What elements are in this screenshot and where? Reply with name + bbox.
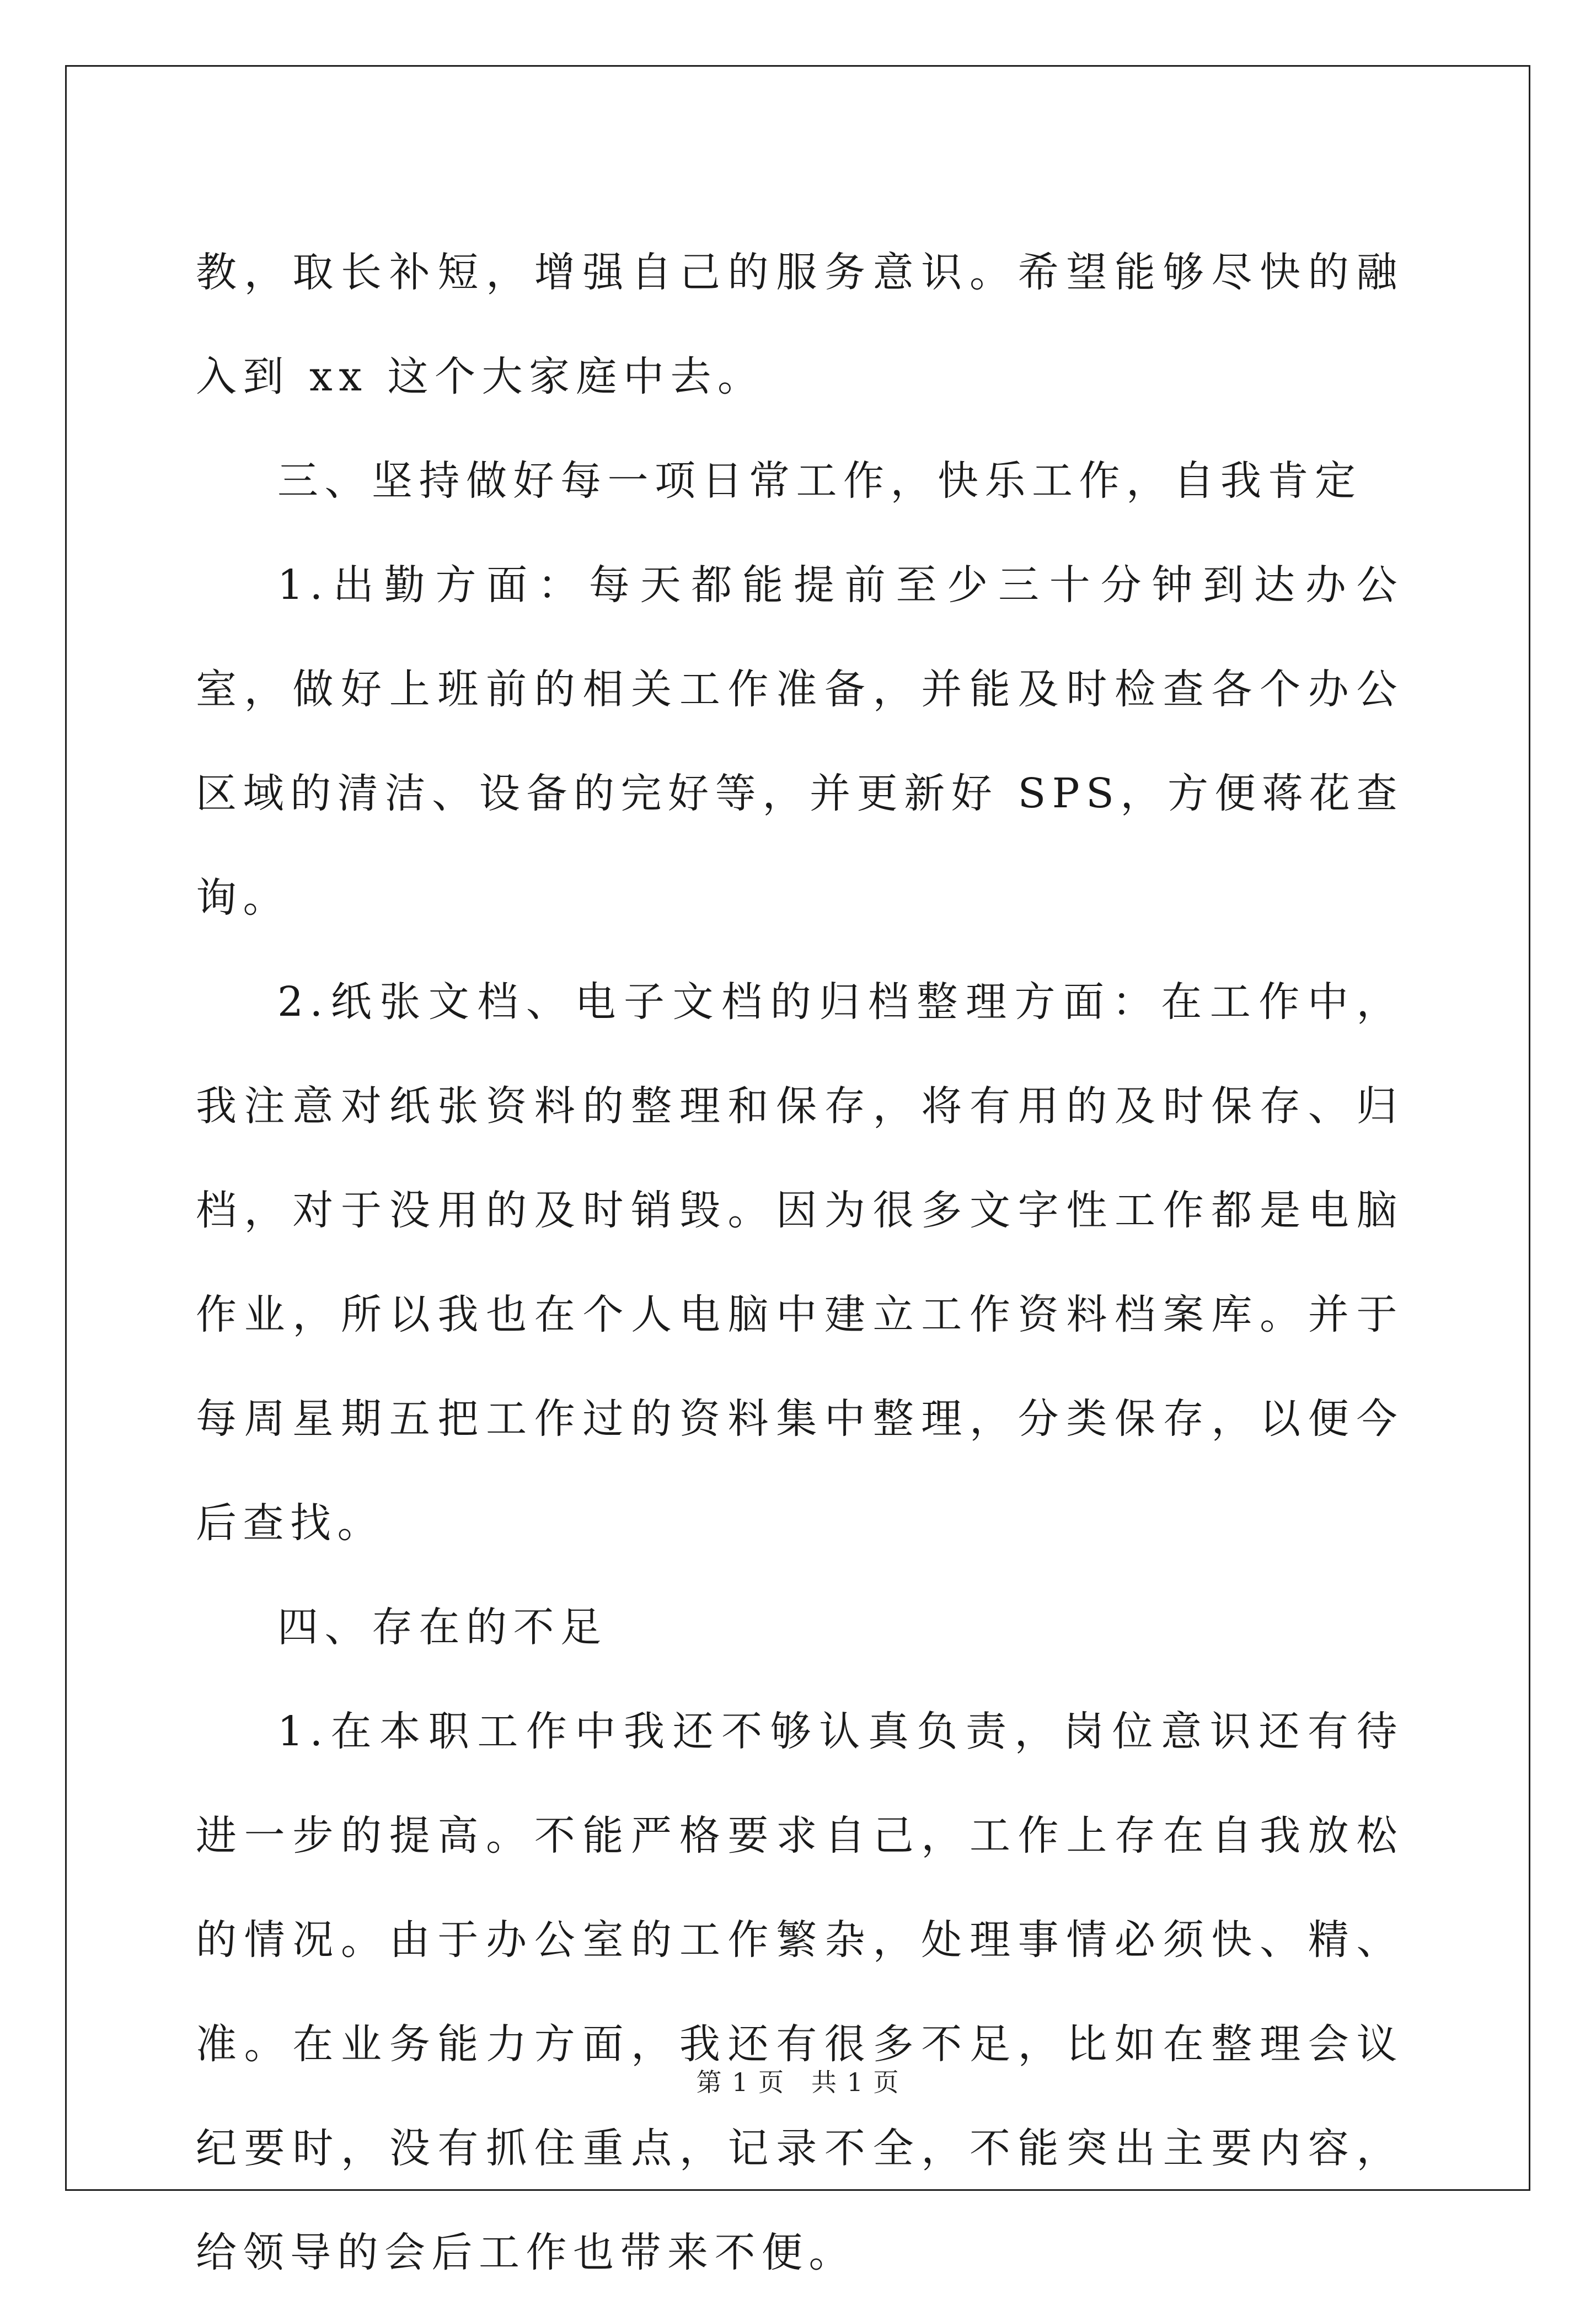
section-heading-3: 三、坚持做好每一项日常工作，快乐工作，自我肯定 [277, 457, 1362, 505]
document-body [196, 221, 1404, 2305]
page-footer [0, 2062, 1596, 2099]
page-total: 共 1 页 [811, 2067, 900, 2097]
paragraph-continuation: 教，取长补短，增强自己的服务意识。希望能够尽快的融入到 xx 这个大家庭中去。 [196, 249, 1404, 400]
paragraph-shortcomings: 1.在本职工作中我还不够认真负责，岗位意识还有待进一步的提高。不能严格要求自己，工作上存在自我放松的情况。由于办公室的工作繁杂，处理事情必须快、精、准。在业务能力方面，我还有很多不足，比如在整理会议纪要时，没有抓住重点，记录不全，不能突出主要内容，给领导的会后工作也带来不便。 [196, 1708, 1404, 2276]
paragraph-attendance: 1.出勤方面：每天都能提前至少三十分钟到达办公室，做好上班前的相关工作准备，并能及时检查各个办公区域的清洁、设备的完好等，并更新好 SPS，方便蒋花查询。 [196, 561, 1404, 921]
page-number: 第 1 页 [696, 2067, 785, 2097]
paragraph-archiving: 2.纸张文档、电子文档的归档整理方面：在工作中，我注意对纸张资料的整理和保存，将有用的及时保存、归档，对于没用的及时销毁。因为很多文字性工作都是电脑作业，所以我也在个人电脑中建立工作资料档案库。并于每周星期五把工作过的资料集中整理，分类保存，以便今后查找。 [196, 978, 1404, 1547]
section-heading-4: 四、存在的不足 [277, 1604, 608, 1651]
